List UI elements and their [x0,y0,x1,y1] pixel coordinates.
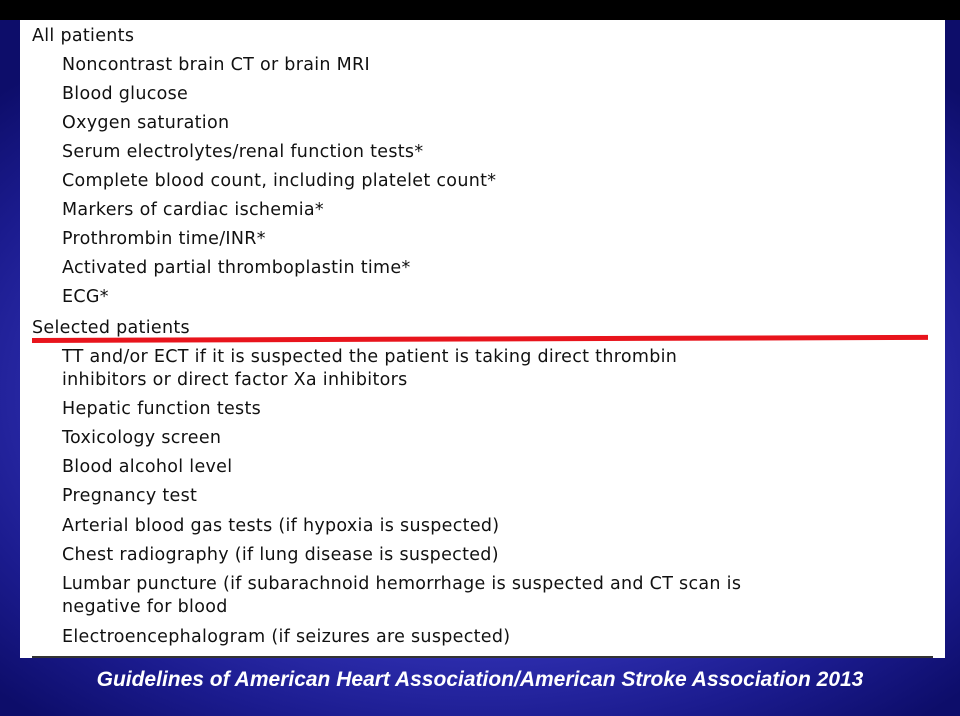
list-item: Noncontrast brain CT or brain MRI [62,55,370,75]
selected-patients-header: Selected patients [32,318,190,338]
list-item: Oxygen saturation [62,113,230,133]
list-item: Hepatic function tests [62,399,262,419]
list-item: inhibitors or direct factor Xa inhibitors [62,370,408,390]
list-item: Arterial blood gas tests (if hypoxia is suspected) [62,516,500,536]
list-item: negative for blood [62,597,228,617]
all-patients-header: All patients [32,26,135,46]
list-item: Electroencephalogram (if seizures are suspected) [62,627,511,647]
list-item: Markers of cardiac ischemia* [62,200,324,220]
content-panel [20,20,945,658]
list-item: Blood alcohol level [62,457,233,477]
list-item: Prothrombin time/INR* [62,229,266,249]
list-item: TT and/or ECT if it is suspected the patient is taking direct thrombin [62,347,678,367]
list-item: Chest radiography (if lung disease is suspected) [62,545,499,565]
list-item: Blood glucose [62,84,189,104]
list-item: Toxicology screen [62,428,222,448]
table-bottom-rule [32,656,933,658]
list-item: Complete blood count, including platelet count* [62,171,497,191]
list-item: Serum electrolytes/renal function tests* [62,142,424,162]
slide-caption: Guidelines of American Heart Association/American Stroke Association 2013 [96,668,864,691]
list-item: Pregnancy test [62,486,198,506]
list-item: Activated partial thromboplastin time* [62,258,411,278]
top-black-bar [0,0,960,20]
list-item: ECG* [62,287,109,307]
list-item: Lumbar puncture (if subarachnoid hemorrhage is suspected and CT scan is [62,574,742,594]
